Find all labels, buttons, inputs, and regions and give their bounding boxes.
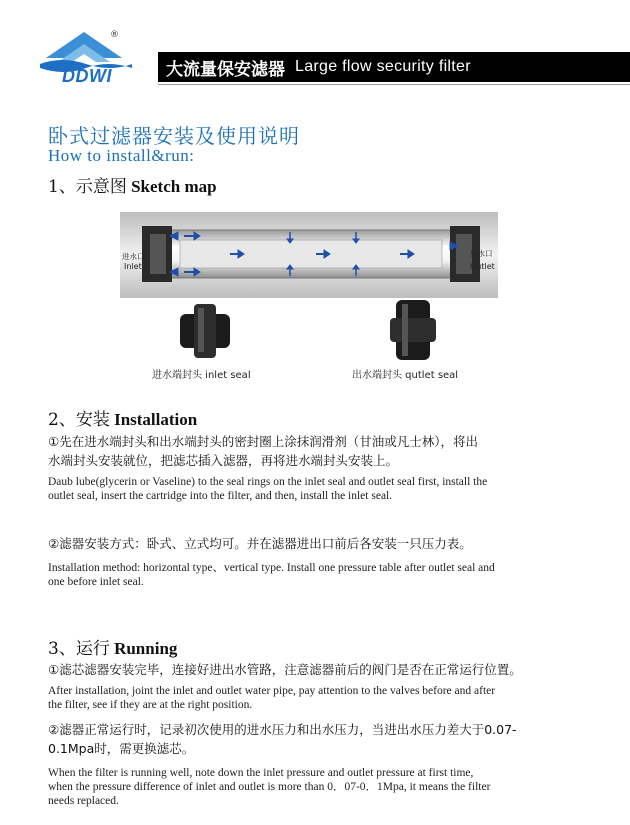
registered-mark: ® <box>110 30 119 40</box>
section3-p2-cn-line1: ②滤器正常运行时，记录初次使用的进水压力和出水压力，当进出水压力差大于0.07- <box>48 722 517 737</box>
section3-heading-en: Running <box>114 639 178 658</box>
outlet-seal-image <box>388 298 438 362</box>
page-title-en: How to install&run: <box>48 146 195 165</box>
section1-heading <box>48 172 217 197</box>
section3-p1-en-line2: the filter, see if they are at the right position. <box>48 699 253 711</box>
header-bar <box>158 52 630 82</box>
outlet-label-cn: 出水口 <box>470 249 493 258</box>
section2-p2-cn: ②滤器安装方式：卧式、立式均可。并在滤器进出口前后各安装一只压力表。 <box>48 536 472 551</box>
section2-p1-en-line2: outlet seal, insert the cartridge into the filter, and then, install the inlet seal. <box>48 490 393 502</box>
inlet-seal-image <box>176 300 234 360</box>
section2-p1-en-line1: Daub lube(glycerin or Vaseline) to the seal rings on the inlet seal and outlet seal first, install the <box>48 476 488 488</box>
sketch-map-diagram <box>120 212 498 298</box>
section3-p1-en-line1: After installation, joint the inlet and outlet water pipe, pay attention to the valves before and after <box>48 685 496 697</box>
header-divider <box>158 84 630 85</box>
section2-p2-en-line1: Installation method: horizontal type、vertical type. Install one pressure table after outlet seal and <box>48 562 495 574</box>
section2-heading-cn: 2、安装 <box>48 410 110 430</box>
section3-p2-en-line1: When the filter is running well, note down the inlet pressure and outlet pressure at first time, <box>48 767 474 779</box>
inlet-label-en: Inlet <box>124 262 142 271</box>
inlet-seal-caption: 进水端封头 inlet seal <box>152 370 251 381</box>
section3-heading-cn: 3、运行 <box>48 639 110 659</box>
section2-p1-cn-line2: 水端封头安装就位，把滤芯插入滤器，再将进水端封头安装上。 <box>48 453 399 468</box>
section3-p2-en-line2: when the pressure difference of inlet and outlet is more than 0．07-0．1Mpa, it means the filter <box>48 781 491 793</box>
inlet-label-cn: 进水口 <box>122 252 145 261</box>
header-title-en: Large flow security filter <box>295 58 471 75</box>
section3-p2-cn-line2: 0.1Mpa时，需更换滤芯。 <box>48 741 195 756</box>
section3-p1-cn: ①滤芯滤器安装完毕，连接好进出水管路，注意滤器前后的阀门是否在正常运行位置。 <box>48 662 522 677</box>
section3-heading <box>48 634 177 659</box>
section2-heading-en: Installation <box>114 410 198 429</box>
brand-name: DDWI <box>62 66 112 86</box>
section1-heading-cn: 1、示意图 <box>48 177 127 197</box>
page-title-cn: 卧式过滤器安装及使用说明 <box>48 124 300 148</box>
outlet-seal-caption: 出水端封头 qutlet seal <box>352 370 459 381</box>
header-title-cn: 大流量保安滤器 <box>166 59 285 80</box>
section1-heading-en: Sketch map <box>131 177 217 196</box>
outlet-label-en: Outlet <box>470 262 495 271</box>
section2-p2-en-line2: one before inlet seal. <box>48 576 144 588</box>
section2-p1-cn-line1: ①先在进水端封头和出水端封头的密封圈上涂抹润滑剂（甘油或凡士林），将出 <box>48 434 478 449</box>
section3-p2-en-line3: needs replaced. <box>48 795 119 807</box>
section2-heading <box>48 405 197 430</box>
